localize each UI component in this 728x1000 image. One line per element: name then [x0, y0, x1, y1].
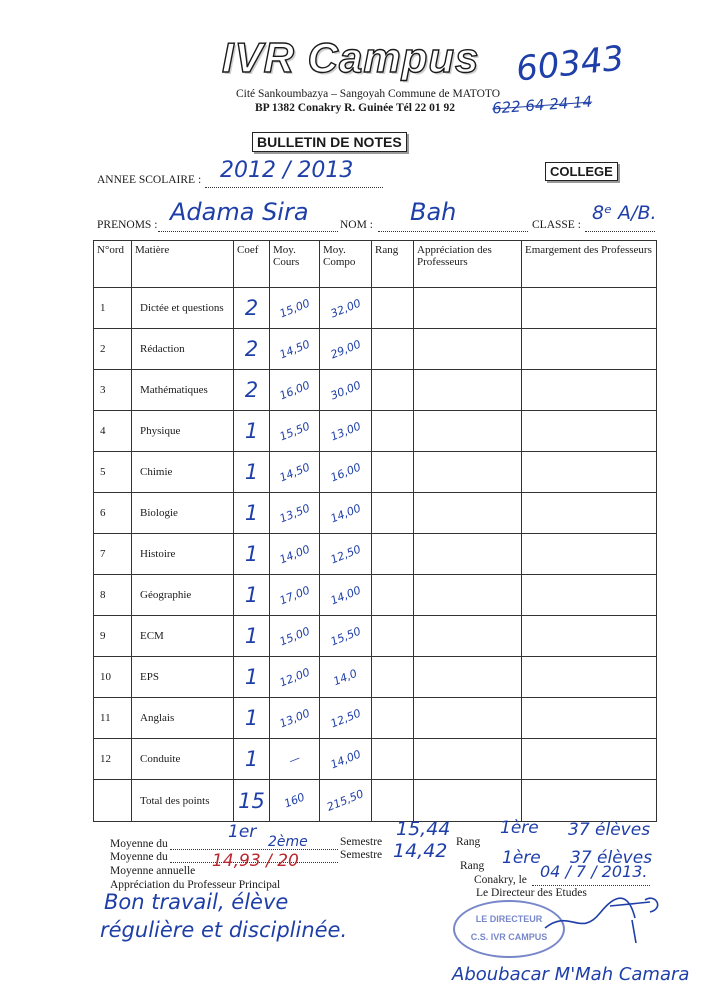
row-number: 12: [94, 739, 132, 780]
emargement-cell: [522, 698, 657, 739]
classe-label: CLASSE :: [532, 219, 581, 231]
prenoms-dotted-line: [158, 231, 338, 232]
level-label: COLLEGE: [545, 162, 618, 181]
moy-compo-cell: [320, 698, 372, 739]
coef-cell-value: 1: [244, 419, 259, 443]
subject-name: Chimie: [132, 452, 234, 493]
moy-compo-cell: [320, 534, 372, 575]
moy-compo-cell-value: 14,00: [328, 583, 363, 607]
coef-cell-value: 1: [244, 501, 259, 525]
coef-cell: [234, 739, 270, 780]
subject-name: EPS: [132, 657, 234, 698]
moy-compo-cell-value: 14,00: [328, 501, 363, 525]
stamp-line-2: C.S. IVR CAMPUS: [470, 932, 548, 942]
eleves1-value: 37 élèves: [568, 820, 651, 840]
emargement-cell: [522, 288, 657, 329]
total-row: [94, 780, 657, 822]
emargement-cell: [522, 575, 657, 616]
moy-cours-cell: [270, 493, 320, 534]
coef-cell: [234, 616, 270, 657]
moy-cours-cell: [270, 370, 320, 411]
row-number: 6: [94, 493, 132, 534]
appreciation-line-2: régulière et disciplinée.: [100, 918, 348, 942]
rang-cell: [372, 370, 414, 411]
moy-cours-cell: [270, 534, 320, 575]
dotted-line: [532, 885, 650, 886]
appreciation-cell: [414, 657, 522, 698]
coef-cell-value: 1: [244, 542, 259, 566]
coef-cell: [234, 370, 270, 411]
header-matiere: Matière: [132, 241, 234, 288]
moy-cours-cell-value: 14,50: [277, 460, 312, 484]
total-coef-cell: [234, 780, 270, 822]
header-num: N°ord: [94, 241, 132, 288]
moy-compo-cell: [320, 616, 372, 657]
moy-compo-cell: [320, 288, 372, 329]
moy-cours-cell: [270, 288, 320, 329]
moy-compo-cell-value: 14,0: [331, 666, 360, 688]
nom-dotted-line: [378, 231, 528, 232]
total-label: Total des points: [132, 780, 234, 822]
emargement-cell: [522, 493, 657, 534]
subject-name: Géographie: [132, 575, 234, 616]
prenoms-value: Adama Sira: [170, 198, 309, 226]
moy-cours-cell-value: 12,00: [277, 665, 312, 689]
directeur-label: Le Directeur des Etudes: [476, 887, 587, 899]
appreciation-cell: [414, 411, 522, 452]
table-row: [94, 452, 657, 493]
rang2-value: 1ère: [502, 848, 541, 868]
moy-compo-cell-value: 13,00: [328, 419, 363, 443]
header-moy-cours: Moy. Cours: [270, 241, 320, 288]
emargement-cell: [522, 616, 657, 657]
emargement-cell: [522, 370, 657, 411]
moy-cours-cell-value: 14,00: [277, 542, 312, 566]
moy-cours-cell: [270, 452, 320, 493]
semester-hw-1: 1er: [228, 822, 257, 842]
moyenne-du-label-1: Moyenne du: [110, 838, 168, 850]
annee-label: ANNEE SCOLAIRE :: [97, 174, 202, 186]
subject-name: Anglais: [132, 698, 234, 739]
table-row: [94, 329, 657, 370]
table-row: [94, 698, 657, 739]
coef-cell: [234, 493, 270, 534]
moy-compo-cell: [320, 411, 372, 452]
school-logo: IVR Campus: [222, 34, 480, 81]
emargement-cell: [522, 411, 657, 452]
moyenne-sem1-value: 15,44: [396, 818, 451, 840]
eleves2-value: 37 élèves: [570, 848, 653, 868]
rang-cell: [372, 739, 414, 780]
subject-name: Dictée et questions: [132, 288, 234, 329]
moy-cours-cell: [270, 616, 320, 657]
address-line-1: Cité Sankoumbazya – Sangoyah Commune de MATOTO: [235, 88, 501, 100]
nom-value: Bah: [410, 198, 457, 226]
dotted-line: [170, 849, 338, 850]
header-coef: Coef: [234, 241, 270, 288]
moyenne-du-label-2: Moyenne du: [110, 851, 168, 863]
prenoms-label: PRENOMS :: [97, 219, 158, 231]
coef-cell-value: 1: [244, 460, 259, 484]
coef-cell-value: 2: [244, 378, 259, 402]
coef-cell-value: 1: [244, 665, 259, 689]
subject-name: Biologie: [132, 493, 234, 534]
stamp-line-1: LE DIRECTEUR: [475, 914, 543, 924]
rang-cell: [372, 575, 414, 616]
rang-cell: [372, 493, 414, 534]
conakry-label: Conakry, le: [474, 874, 527, 886]
rang-label-2: Rang: [460, 860, 485, 872]
appreciation-cell: [414, 739, 522, 780]
table-row: [94, 616, 657, 657]
rang-cell: [372, 411, 414, 452]
table-row: [94, 739, 657, 780]
row-number: 8: [94, 575, 132, 616]
coef-cell-value: 1: [244, 583, 259, 607]
coef-cell-value: 1: [244, 624, 259, 648]
address-line-2: BP 1382 Conakry R. Guinée Tél 22 01 92: [254, 102, 456, 114]
appreciation-cell: [414, 329, 522, 370]
coef-cell: [234, 288, 270, 329]
moy-compo-cell-value: 30,00: [328, 378, 363, 402]
subject-name: Physique: [132, 411, 234, 452]
appreciation-cell: [414, 616, 522, 657]
moy-cours-cell-value: 13,50: [277, 501, 312, 525]
director-signature: [540, 888, 670, 948]
moy-cours-cell: [270, 575, 320, 616]
coef-cell: [234, 452, 270, 493]
moy-cours-cell-value: —: [286, 750, 303, 768]
row-number: 3: [94, 370, 132, 411]
emargement-cell: [522, 329, 657, 370]
moy-cours-cell: [270, 329, 320, 370]
table-row: [94, 370, 657, 411]
appreciation-cell: [414, 493, 522, 534]
moy-cours-cell-value: 14,50: [277, 337, 312, 361]
appreciation-cell: [414, 575, 522, 616]
rang-cell: [372, 452, 414, 493]
table-header-row: [94, 241, 657, 288]
moy-cours-cell-value: 13,00: [277, 706, 312, 730]
row-number: 11: [94, 698, 132, 739]
semester-hw-2: 2ème: [268, 834, 308, 850]
rang-cell: [372, 657, 414, 698]
moy-compo-cell: [320, 493, 372, 534]
table-row: [94, 657, 657, 698]
total-cours-cell-value: 160: [282, 790, 307, 811]
moyenne-sem2-value: 14,42: [393, 840, 448, 862]
moy-cours-cell: [270, 698, 320, 739]
coef-cell: [234, 657, 270, 698]
moy-compo-cell: [320, 370, 372, 411]
rang-label-1: Rang: [456, 836, 481, 848]
moy-compo-cell: [320, 329, 372, 370]
header-moy-compo: Moy. Compo: [320, 241, 372, 288]
nom-label: NOM :: [340, 219, 373, 231]
coef-cell: [234, 411, 270, 452]
moy-cours-cell-value: 15,50: [277, 419, 312, 443]
appreciation-cell: [414, 698, 522, 739]
date-value: 04 / 7 / 2013.: [540, 862, 648, 881]
moy-cours-cell-value: 15,00: [277, 624, 312, 648]
grades-table: [93, 240, 657, 822]
moy-compo-cell-value: 12,50: [328, 542, 363, 566]
annee-value: 2012 / 2013: [220, 158, 354, 183]
coef-cell: [234, 534, 270, 575]
moy-cours-cell: [270, 411, 320, 452]
total-num-cell: [94, 780, 132, 822]
header-appreciation: Appréciation des Professeurs: [414, 241, 522, 288]
moyenne-annuelle-label: Moyenne annuelle: [110, 865, 196, 877]
row-number: 7: [94, 534, 132, 575]
subject-name: Rédaction: [132, 329, 234, 370]
appreciation-label: Appréciation du Professeur Principal: [110, 879, 281, 891]
table-row: [94, 493, 657, 534]
total-cours-cell: [270, 780, 320, 822]
total-compo-cell-value: 215,50: [325, 787, 366, 814]
moy-compo-cell-value: 15,50: [328, 624, 363, 648]
table-row: [94, 534, 657, 575]
moy-compo-cell-value: 12,50: [328, 706, 363, 730]
total-appreciation-cell: [414, 780, 522, 822]
appreciation-cell: [414, 534, 522, 575]
director-name: Aboubacar M'Mah Camara: [452, 964, 690, 985]
table-row: [94, 288, 657, 329]
emargement-cell: [522, 739, 657, 780]
moy-cours-cell-value: 16,00: [277, 378, 312, 402]
document-title: BULLETIN DE NOTES: [252, 132, 407, 152]
total-emargement-cell: [522, 780, 657, 822]
semestre-label-2: Semestre: [340, 849, 383, 861]
rang-cell: [372, 534, 414, 575]
subject-name: ECM: [132, 616, 234, 657]
rang-cell: [372, 329, 414, 370]
subject-name: Conduite: [132, 739, 234, 780]
moy-cours-cell-value: 15,00: [277, 296, 312, 320]
total-rang-cell: [372, 780, 414, 822]
total-compo-cell: [320, 780, 372, 822]
header-rang: Rang: [372, 241, 414, 288]
rang1-value: 1ère: [500, 818, 539, 838]
moy-cours-cell: [270, 657, 320, 698]
header-emargement: Emargement des Professeurs: [522, 241, 657, 288]
coef-cell: [234, 698, 270, 739]
moyenne-annuelle-value: 14,93 / 20: [212, 851, 299, 871]
row-number: 10: [94, 657, 132, 698]
rang-cell: [372, 698, 414, 739]
annee-dotted-line: [205, 187, 383, 188]
subject-name: Mathématiques: [132, 370, 234, 411]
emargement-cell: [522, 534, 657, 575]
moy-compo-cell: [320, 575, 372, 616]
semestre-label-1: Semestre: [340, 836, 383, 848]
rang-cell: [372, 616, 414, 657]
row-number: 9: [94, 616, 132, 657]
handwritten-reference-number: 60343: [514, 38, 626, 90]
coef-cell: [234, 329, 270, 370]
classe-value: 8ᵉ A/B.: [592, 202, 657, 224]
moy-compo-cell-value: 32,00: [328, 296, 363, 320]
appreciation-cell: [414, 288, 522, 329]
row-number: 5: [94, 452, 132, 493]
classe-dotted-line: [585, 231, 655, 232]
handwritten-phone-scribble: 622 64 24 14: [491, 92, 593, 118]
table-row: [94, 575, 657, 616]
moy-compo-cell: [320, 657, 372, 698]
table-row: [94, 411, 657, 452]
moy-compo-cell: [320, 452, 372, 493]
moy-compo-cell-value: 14,00: [328, 747, 363, 771]
subject-name: Histoire: [132, 534, 234, 575]
moy-compo-cell-value: 29,00: [328, 337, 363, 361]
coef-cell-value: 1: [244, 747, 259, 771]
emargement-cell: [522, 657, 657, 698]
row-number: 2: [94, 329, 132, 370]
appreciation-cell: [414, 452, 522, 493]
coef-cell-value: 1: [244, 706, 259, 730]
rang-cell: [372, 288, 414, 329]
row-number: 1: [94, 288, 132, 329]
moy-compo-cell-value: 16,00: [328, 460, 363, 484]
appreciation-line-1: Bon travail, élève: [104, 890, 289, 914]
moy-cours-cell: [270, 739, 320, 780]
total-coef-cell-value: 15: [238, 788, 265, 813]
moy-cours-cell-value: 17,00: [277, 583, 312, 607]
appreciation-cell: [414, 370, 522, 411]
coef-cell: [234, 575, 270, 616]
row-number: 4: [94, 411, 132, 452]
moy-compo-cell: [320, 739, 372, 780]
coef-cell-value: 2: [244, 296, 259, 320]
coef-cell-value: 2: [244, 337, 259, 361]
emargement-cell: [522, 452, 657, 493]
